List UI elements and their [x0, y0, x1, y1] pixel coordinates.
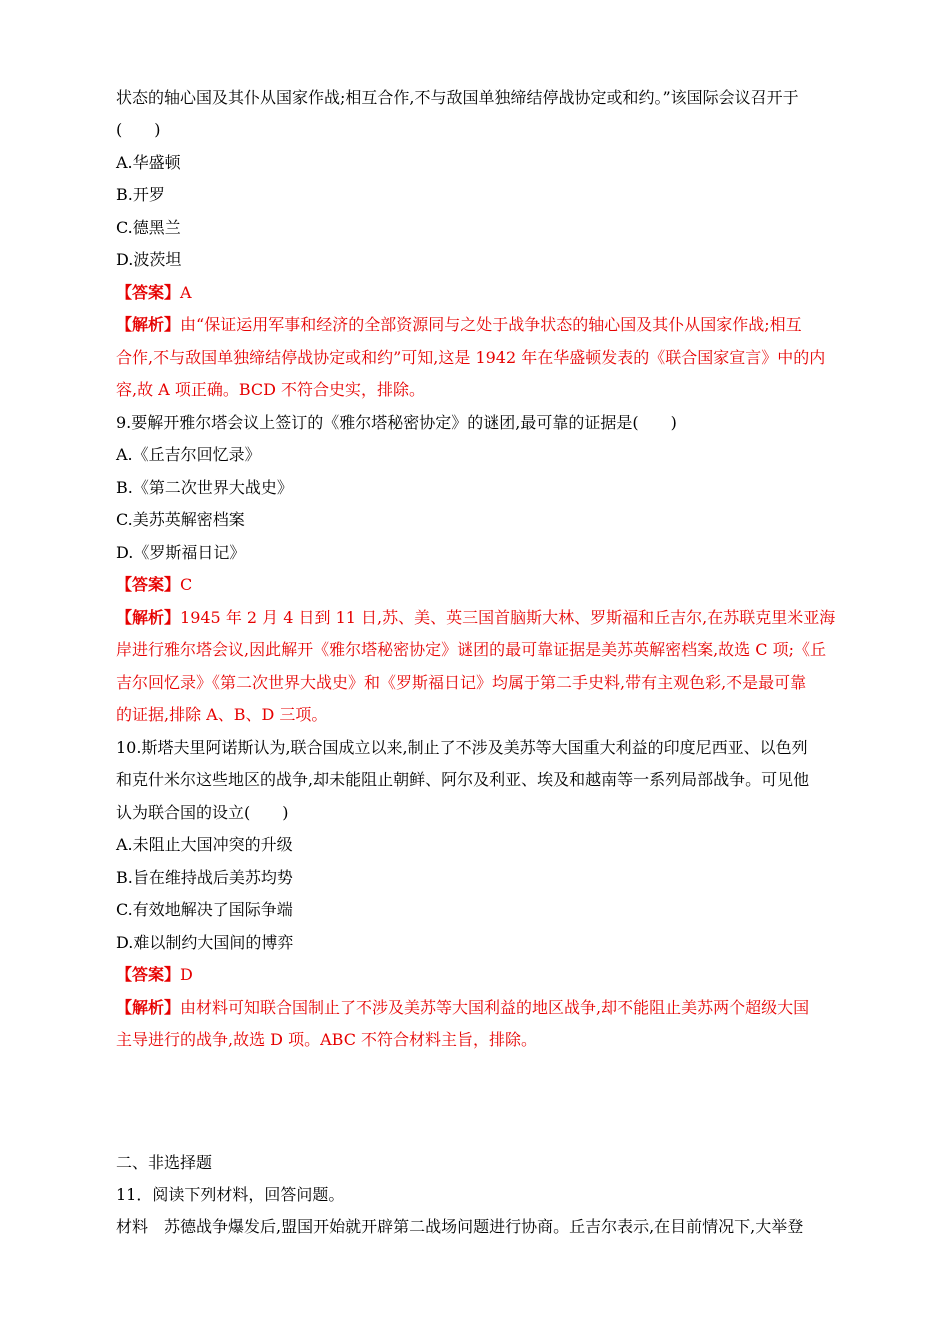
q10-answer [116, 964, 836, 986]
q8-analysis-line-1 [116, 314, 836, 336]
q9-stem: 9.要解开雅尔塔会议上签订的《雅尔塔秘密协定》的谜团,最可靠的证据是( ) [116, 413, 677, 432]
analysis-tag: 【解析】 [116, 315, 181, 334]
q8-stem-line-2: ( ) [116, 120, 161, 139]
q9-analysis-line-3: 吉尔回忆录》《第二次世界大战史》和《罗斯福日记》均属于第二手史料,带有主观色彩,不是最可靠 [116, 673, 807, 692]
answer-value: C [180, 575, 193, 594]
q10-option-b: B.旨在维持战后美苏均势 [116, 868, 293, 887]
q9-option-a: A.《丘吉尔回忆录》 [116, 445, 261, 464]
q8-stem-line-1: 状态的轴心国及其仆从国家作战;相互合作,不与敌国单独缔结停战协定或和约。”该国际会议召开于 [116, 88, 799, 107]
q10-stem-line-2: 和克什米尔这些地区的战争,却未能阻止朝鲜、阿尔及利亚、埃及和越南等一系列局部战争。可见他 [116, 770, 810, 789]
q9-answer [116, 574, 836, 596]
q10-stem-line-3: 认为联合国的设立( ) [116, 803, 289, 822]
q9-analysis-line-2: 岸进行雅尔塔会议,因此解开《雅尔塔秘密协定》谜团的最可靠证据是美苏英解密档案,故选 C 项;《丘 [116, 640, 826, 659]
q8-analysis-line-3: 容,故 A 项正确。BCD 不符合史实，排除。 [116, 380, 426, 399]
analysis-text: 由“保证运用军事和经济的全部资源同与之处于战争状态的轴心国及其仆从国家作战;相互 [180, 315, 802, 334]
q10-analysis-line-1 [116, 997, 836, 1019]
analysis-text: 由材料可知联合国制止了不涉及美苏等大国利益的地区战争,却不能阻止美苏两个超级大国 [180, 998, 810, 1017]
answer-tag: 【答案】 [116, 965, 181, 984]
q10-option-c: C.有效地解决了国际争端 [116, 900, 293, 919]
q11-material-line: 材料 苏德战争爆发后,盟国开始就开辟第二战场问题进行协商。丘吉尔表示,在目前情况下,大举登 [116, 1217, 804, 1236]
answer-tag: 【答案】 [116, 575, 181, 594]
analysis-text: 1945 年 2 月 4 日到 11 日,苏、美、英三国首脑斯大林、罗斯福和丘吉尔,在苏联克里米亚海 [180, 608, 836, 627]
analysis-tag: 【解析】 [116, 998, 181, 1017]
q8-option-d: D.波茨坦 [116, 250, 182, 269]
answer-value: D [180, 965, 193, 984]
q9-analysis-line-4: 的证据,排除 A、B、D 三项。 [116, 705, 328, 724]
q10-option-a: A.未阻止大国冲突的升级 [116, 835, 293, 854]
q10-stem-line-1: 10.斯塔夫里阿诺斯认为,联合国成立以来,制止了不涉及美苏等大国重大利益的印度尼西亚、以色列 [116, 738, 808, 757]
q9-option-d: D.《罗斯福日记》 [116, 543, 246, 562]
analysis-tag: 【解析】 [116, 608, 181, 627]
section-heading: 二、非选择题 [116, 1153, 213, 1172]
q9-option-c: C.美苏英解密档案 [116, 510, 245, 529]
q8-option-c: C.德黑兰 [116, 218, 181, 237]
answer-value: A [180, 283, 192, 302]
q8-analysis-line-2: 合作,不与敌国单独缔结停战协定或和约”可知,这是 1942 年在华盛顿发表的《联合国家宣言》中的内 [116, 348, 826, 367]
q8-answer [116, 282, 836, 304]
q8-option-b: B.开罗 [116, 185, 165, 204]
q10-option-d: D.难以制约大国间的博弈 [116, 933, 294, 952]
q11-stem: 11．阅读下列材料，回答问题。 [116, 1185, 345, 1204]
q10-analysis-line-2: 主导进行的战争,故选 D 项。ABC 不符合材料主旨，排除。 [116, 1030, 538, 1049]
answer-tag: 【答案】 [116, 283, 181, 302]
q9-analysis-line-1 [116, 607, 836, 629]
q8-option-a: A.华盛顿 [116, 153, 181, 172]
q9-option-b: B.《第二次世界大战史》 [116, 478, 293, 497]
